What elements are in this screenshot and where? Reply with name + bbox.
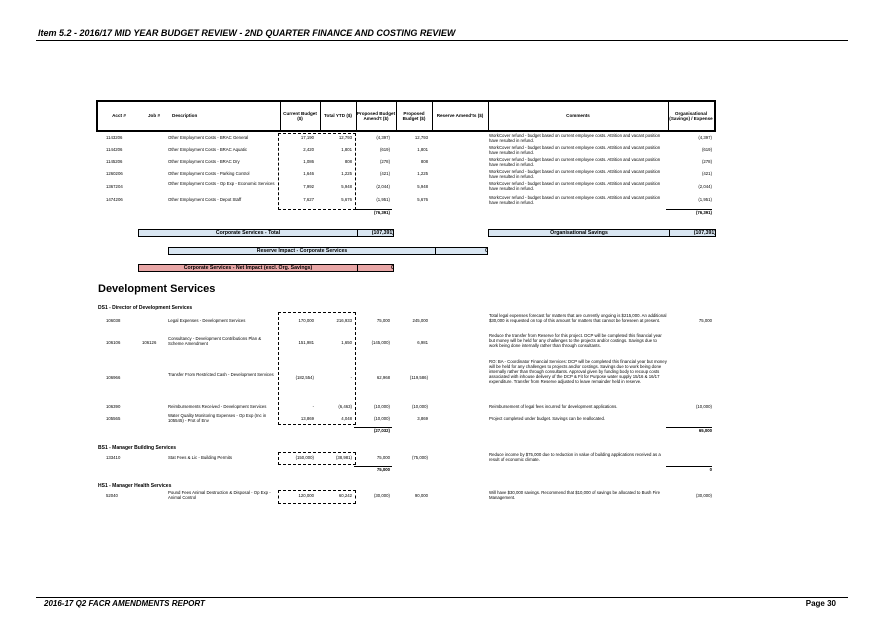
desc-cell: Legal Expenses - Development Services bbox=[168, 318, 246, 323]
budget-cell: (75,000) bbox=[411, 455, 428, 460]
ytd-cell: 1,801 bbox=[341, 147, 352, 152]
budget-cell: (119,586) bbox=[409, 375, 428, 380]
org-cell: (30,000) bbox=[695, 493, 712, 498]
acct-cell: 105565 bbox=[106, 416, 121, 421]
desc-cell: Other Employment Costs - BRAC General bbox=[168, 135, 249, 140]
subtotal-amend: 75,000 bbox=[376, 467, 390, 472]
comment-cell: Reduce income by $75,000 due to reduction in value of building applications received as a result of economic climate. bbox=[489, 452, 661, 462]
net-impact-banner bbox=[138, 264, 394, 272]
current-cell: 13,869 bbox=[300, 416, 314, 421]
desc-cell: Transfer From Restricted Cash - Development Services bbox=[168, 372, 274, 377]
comment-cell: RO: BA - Coordinator Financial Services: DCP will be completed this financial year but money will be held for any challenges to projects and/or costings. Savings due to work being done internally rather than through consultants. Approval given by funding body to recoup costs associated with inhouse delivery of the DCP & Fit for Purpose water supply 15/16 & 16/17 expenditure. Transfer from Reserve adjusted to leave remainder held in reserve. bbox=[489, 359, 667, 384]
footer-report-title: 2016-17 Q2 FACR AMENDMENTS REPORT bbox=[44, 599, 205, 608]
desc-cell: Other Employment Costs - Op Exp - Economic Services bbox=[168, 181, 275, 186]
org-cell: (2,044) bbox=[698, 184, 712, 189]
job-cell: 106126 bbox=[142, 340, 157, 345]
comment-cell: Reduce the transfer from Reserve for this project. DCP will be completed this financial year but money will be held for any challenges to the projects and/or costings. Savings due to work being done internally rather than through consultants. bbox=[489, 333, 662, 348]
subsection-title: HS1 - Manager Health Services bbox=[98, 483, 172, 489]
net-impact-value: 0 bbox=[357, 265, 394, 271]
reserve-impact-banner bbox=[168, 247, 488, 255]
corp-total-value: (107,391) bbox=[357, 230, 394, 236]
current-cell: - bbox=[312, 404, 314, 409]
acct-cell: 1474206 bbox=[106, 197, 123, 202]
org-cell: (1,951) bbox=[698, 197, 712, 202]
ytd-cell: 808 bbox=[344, 159, 352, 164]
amend-cell: (1,951) bbox=[376, 197, 390, 202]
comment-cell: WorkCover refund - budget based on current employee costs. Attrition and vacant position have resulted in refund. bbox=[489, 181, 661, 191]
org-cell: (4,397) bbox=[698, 135, 712, 140]
desc-cell: Water Quality Monitoring Expenses - Op Exp (Inc in 105545) - Prot of Env bbox=[168, 413, 267, 423]
reserve-impact-label: Reserve Impact - Corporate Services bbox=[256, 248, 348, 254]
amend-cell: (2,044) bbox=[376, 184, 390, 189]
reserve-impact-value: 0 bbox=[435, 248, 488, 254]
current-cell: 151,981 bbox=[298, 340, 314, 345]
col-acct: Acct # bbox=[112, 113, 126, 119]
org-cell: (421) bbox=[701, 171, 712, 176]
current-cell: 7,627 bbox=[303, 197, 314, 202]
acct-cell: 1144206 bbox=[106, 147, 123, 152]
org-savings-value: (107,391) bbox=[669, 230, 716, 236]
ytd-cell: 1,225 bbox=[341, 171, 352, 176]
comment-cell: WorkCover refund - budget based on current employee costs. Attrition and vacant position have resulted in refund. bbox=[489, 145, 661, 155]
acct-cell: 1143206 bbox=[106, 135, 123, 140]
current-cell: 7,992 bbox=[303, 184, 314, 189]
amend-cell: (421) bbox=[379, 171, 390, 176]
budget-cell: 90,000 bbox=[414, 493, 428, 498]
org-savings-label: Organisational Savings bbox=[550, 230, 608, 236]
budget-cell: 1,225 bbox=[417, 171, 428, 176]
amend-cell: 75,000 bbox=[376, 455, 390, 460]
subtotal-row bbox=[96, 427, 716, 437]
table-row bbox=[96, 334, 716, 356]
footer-rule bbox=[36, 597, 848, 598]
page-number: Page 30 bbox=[805, 599, 836, 608]
desc-cell: Other Employment Costs - Parking Control bbox=[168, 171, 250, 176]
table-row bbox=[96, 196, 716, 208]
budget-cell: (10,000) bbox=[411, 404, 428, 409]
current-cell: 17,190 bbox=[300, 135, 314, 140]
comment-cell: Project completed under budget. Savings can be reallocated. bbox=[489, 416, 606, 421]
comment-cell: Will have $30,000 savings. Recommend that $10,000 of savings be allocated to Bush Fire Management. bbox=[489, 490, 661, 500]
subtotal-row bbox=[96, 209, 716, 219]
org-cell: 75,000 bbox=[698, 318, 712, 323]
col-proposed-budget: Proposed Budget ($) bbox=[402, 110, 426, 121]
current-cell: 120,000 bbox=[298, 493, 314, 498]
amend-cell: 75,000 bbox=[376, 318, 390, 323]
budget-cell: 1,801 bbox=[417, 147, 428, 152]
amend-cell: (10,000) bbox=[373, 404, 390, 409]
desc-cell: Consultancy - Development Contributions Plan & Scheme Amendment bbox=[168, 336, 262, 346]
comment-cell: Total legal expenses forecast for matters that are currently ongoing is $215,000. An additional $30,000 is requested on top of this amount for matters that cannot be foreseen at present. bbox=[489, 313, 667, 323]
acct-cell: 106106 bbox=[106, 340, 121, 345]
col-reserve-amend: Reserve Amend'ts ($) bbox=[436, 113, 484, 119]
table-row bbox=[96, 360, 716, 400]
comment-cell: WorkCover refund - budget based on current employee costs. Attrition and vacant position have resulted in refund. bbox=[489, 133, 661, 143]
col-job: Job # bbox=[148, 113, 160, 119]
ytd-cell: (38,981) bbox=[335, 455, 352, 460]
desc-cell: Stat Fees & Lic - Building Permits bbox=[168, 455, 233, 460]
comment-cell: Reimbursement of legal fees incurred for development applications. bbox=[489, 404, 618, 409]
acct-cell: 106038 bbox=[106, 318, 121, 323]
org-cell: (10,000) bbox=[695, 404, 712, 409]
table-row bbox=[96, 490, 716, 504]
current-cell: 1,646 bbox=[303, 171, 314, 176]
subtotal-amend: (76,391) bbox=[373, 210, 390, 215]
budget-cell: 808 bbox=[420, 159, 428, 164]
amend-cell: (10,000) bbox=[373, 416, 390, 421]
subtotal-amend: (27,032) bbox=[373, 428, 390, 433]
subsection-title: DS1 - Director of Development Services bbox=[98, 305, 193, 311]
budget-cell: 245,000 bbox=[412, 318, 428, 323]
amend-cell: (145,000) bbox=[371, 340, 390, 345]
corp-total-banner bbox=[138, 229, 394, 237]
current-cell: 2,420 bbox=[303, 147, 314, 152]
comment-cell: WorkCover refund - budget based on current employee costs. Attrition and vacant position have resulted in refund. bbox=[489, 157, 661, 167]
col-total-ytd: Total YTD ($) bbox=[324, 113, 352, 119]
ytd-cell: 5,676 bbox=[341, 197, 352, 202]
col-current-budget: Current Budget ($) bbox=[283, 110, 317, 121]
org-savings-banner bbox=[488, 229, 716, 237]
comment-cell: WorkCover refund - budget based on current employee costs. Attrition and vacant position have resulted in refund. bbox=[489, 169, 661, 179]
ytd-cell: 216,933 bbox=[336, 318, 352, 323]
ytd-cell: (6,463) bbox=[338, 404, 352, 409]
table-header bbox=[96, 100, 716, 132]
acct-cell: 106390 bbox=[106, 404, 121, 409]
budget-cell: 5,948 bbox=[417, 184, 428, 189]
table-row bbox=[96, 414, 716, 426]
budget-cell: 3,869 bbox=[417, 416, 428, 421]
table-row bbox=[96, 314, 716, 332]
desc-cell: Other Employment Costs - Depot Staff bbox=[168, 197, 242, 202]
acct-cell: 1260206 bbox=[106, 171, 123, 176]
current-cell: 170,000 bbox=[298, 318, 314, 323]
current-cell: (182,554) bbox=[295, 375, 314, 380]
budget-cell: 12,793 bbox=[414, 135, 428, 140]
section-title: Development Services bbox=[98, 283, 216, 295]
current-cell: (150,000) bbox=[295, 455, 314, 460]
table-row bbox=[96, 452, 716, 465]
col-description: Description bbox=[172, 113, 198, 119]
desc-cell: Other Employment Costs - BRAC Dry bbox=[168, 159, 240, 164]
org-cell: (619) bbox=[701, 147, 712, 152]
acct-cell: 52040 bbox=[106, 493, 118, 498]
corp-total-label: Corporate Services - Total bbox=[215, 230, 281, 236]
ytd-cell: 4,048 bbox=[341, 416, 352, 421]
desc-cell: Pound Fees Animal Destruction & Disposal - Op Exp - Animal Control bbox=[168, 490, 271, 500]
amend-cell: (278) bbox=[379, 159, 390, 164]
amend-cell: (4,397) bbox=[376, 135, 390, 140]
ytd-cell: - bbox=[350, 375, 352, 380]
amend-cell: (30,000) bbox=[373, 493, 390, 498]
subtotal-org: (76,391) bbox=[695, 210, 712, 215]
org-cell: (278) bbox=[701, 159, 712, 164]
net-impact-label: Corporate Services - Net Impact (excl. Org. Savings) bbox=[183, 265, 313, 271]
desc-cell: Reimbursements Received - Development Services bbox=[168, 404, 267, 409]
comment-cell: WorkCover refund - budget based on current employee costs. Attrition and vacant position have resulted in refund. bbox=[489, 195, 661, 205]
ytd-cell: 60,242 bbox=[338, 493, 352, 498]
acct-cell: 1145206 bbox=[106, 159, 123, 164]
subtotal-org: 0 bbox=[709, 467, 712, 472]
ytd-cell: 12,793 bbox=[338, 135, 352, 140]
amend-cell: 62,968 bbox=[376, 375, 390, 380]
table-row bbox=[96, 403, 716, 413]
col-proposed-amend: Proposed Budget Amend't ($) bbox=[356, 110, 396, 121]
subtotal-org: 65,000 bbox=[698, 428, 712, 433]
desc-cell: Other Employment Costs - BRAC Aquatic bbox=[168, 147, 248, 152]
subtotal-row bbox=[96, 466, 716, 476]
acct-cell: 106966 bbox=[106, 375, 121, 380]
header-rule bbox=[36, 40, 848, 41]
col-comments: Comments bbox=[566, 113, 590, 119]
ytd-cell: 5,948 bbox=[341, 184, 352, 189]
acct-cell: 1367204 bbox=[106, 184, 123, 189]
current-cell: 1,086 bbox=[303, 159, 314, 164]
table-row bbox=[96, 182, 716, 196]
acct-cell: 133410 bbox=[106, 455, 121, 460]
col-organisational: Organisational (Savings) / Expense bbox=[669, 110, 713, 121]
page-header-title: Item 5.2 - 2016/17 MID YEAR BUDGET REVIEW - 2ND QUARTER FINANCE AND COSTING REVIEW bbox=[38, 28, 456, 38]
ytd-cell: 1,650 bbox=[341, 340, 352, 345]
subsection-title: BS1 - Manager Building Services bbox=[98, 445, 177, 451]
amend-cell: (619) bbox=[379, 147, 390, 152]
budget-cell: 5,676 bbox=[417, 197, 428, 202]
budget-cell: 6,981 bbox=[417, 340, 428, 345]
